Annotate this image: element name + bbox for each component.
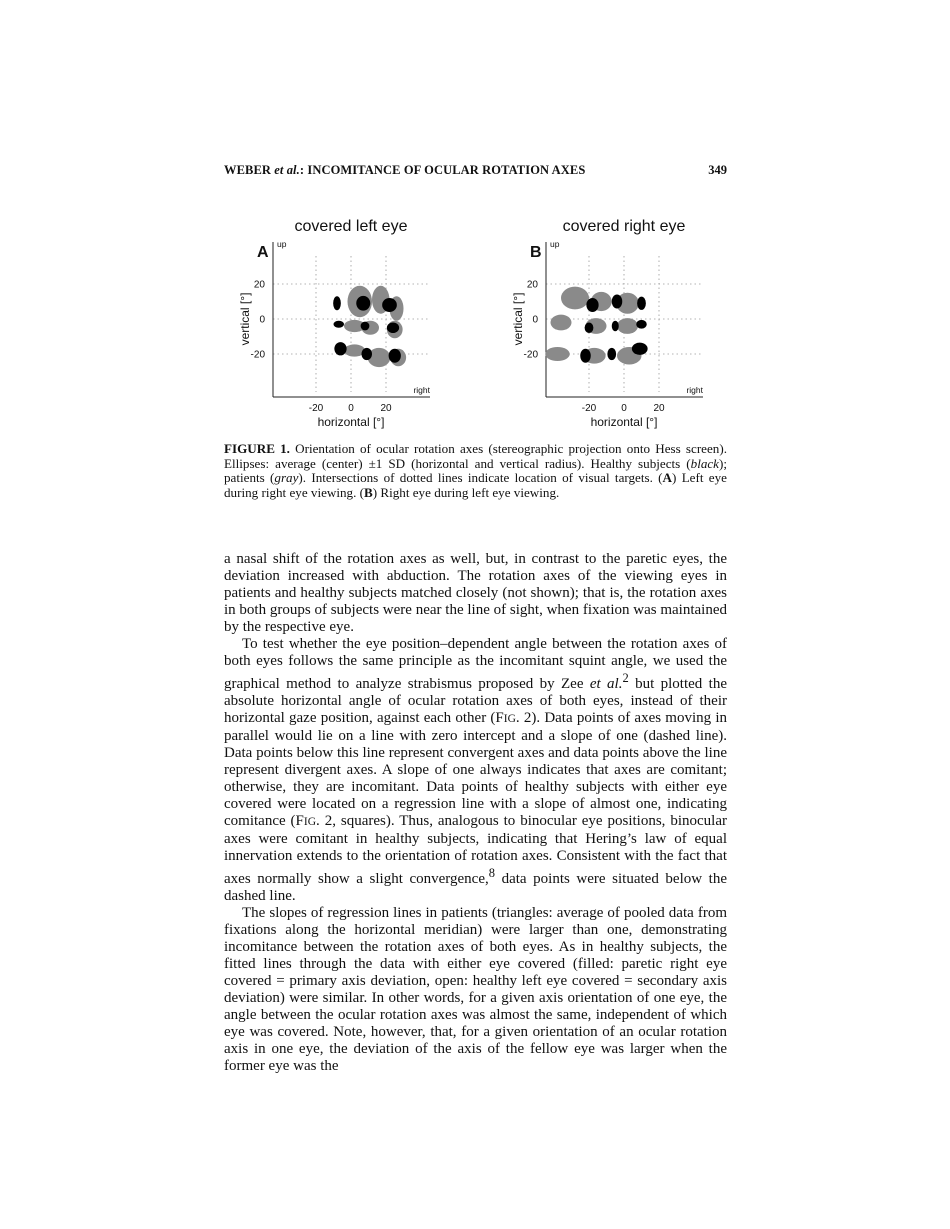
p2-ref-8: 8 [488,866,495,880]
healthy-ellipse [585,323,594,334]
patient-ellipse [561,287,589,310]
healthy-ellipse [612,321,619,332]
caption-black-word: black [690,455,719,471]
x-tick-label: 20 [653,403,665,414]
healthy-ellipse [334,342,346,355]
caption-a-letter: A [662,470,673,486]
caption-b-letter: B [364,484,373,500]
p2-text-b: but plotted the absolute horizontal angle of ocular rotation axes of both eyes, instead of their horizontal gaze position, against each other ( [224,676,727,726]
panel-title: covered left eye [294,218,408,235]
paragraph-1: a nasal shift of the rotation axes as well, but, in contrast to the paretic eyes, the deviation increased with abduction. The rotation axes of the viewing eyes in patients and healthy subjects matched closely (not shown); that is, the rotation axes in both groups of subjects were near the line of sight, when fixation was maintained by the respective eye. [224,551,727,635]
fig-ref-f: F [495,710,504,726]
healthy-ellipse [607,348,616,360]
p2-text-e: data points were situated below the dashed line. [224,871,728,904]
patient-ellipse [617,318,638,334]
p2-text-c: . 2). Data points of axes moving in parallel would lie on a line with zero intercept and a slope of one (dashed line). Data points below this line represent convergent axes and data points above the line represent divergent axes. A slope of one always indicates that axes are comitant; otherwise, they are incomitant. Data points of healthy subjects with either eye covered were located on a regression line with a slope of almost one, indicating comitance ( [224,710,728,829]
y-tick-label: 0 [259,314,265,326]
running-header [224,163,727,181]
caption-text-3: ). Intersections of dotted lines indicate location of visual targets. ( [298,470,663,486]
fig-ref-ig-2: IG [303,816,317,828]
paragraph-2 [224,636,727,905]
healthy-ellipse [632,343,648,355]
up-label: up [277,239,287,249]
healthy-ellipse [333,296,341,310]
healthy-ellipse [361,322,370,331]
panel-title: covered right eye [562,218,686,235]
y-axis-label: vertical [°] [511,292,525,346]
figure-1-svg [224,212,727,432]
body-text [224,551,727,1075]
figure-1 [224,212,727,432]
x-tick-label: 0 [348,403,354,414]
caption-text-5: ) Right eye during left eye viewing. [372,484,560,500]
healthy-ellipse [387,323,399,334]
x-tick-label: -20 [581,403,597,414]
y-tick-label: -20 [523,349,538,361]
caption-text-4: ) Left eye during right eye viewing. ( [224,470,727,500]
x-axis-label: horizontal [°] [317,415,385,429]
header-authors: WEBER [224,163,275,177]
panel-letter: B [530,244,542,261]
healthy-ellipse [636,320,647,329]
caption-text-2: ); patients ( [224,455,727,486]
running-title [224,163,585,178]
healthy-ellipse [389,349,401,363]
panel-letter: A [257,244,269,261]
x-tick-label: -20 [308,403,324,414]
healthy-ellipse [637,297,646,310]
header-etal: et al. [274,163,300,177]
caption-gray-word: gray [274,470,299,486]
healthy-ellipse [580,349,591,363]
x-axis-label: horizontal [°] [590,415,658,429]
right-label: right [686,385,703,395]
y-axis-label: vertical [°] [238,292,252,346]
header-title: : INCOMITANCE OF OCULAR ROTATION AXES [299,163,586,177]
healthy-ellipse [612,295,623,309]
up-label: up [550,239,560,249]
patient-ellipse [545,347,570,361]
paragraph-3: The slopes of regression lines in patients (triangles: average of pooled data from fixations along the horizontal meridian) were larger than one, demonstrating incomitance between the rotation axes of both eyes. As in healthy subjects, the fitted lines through the data with either eye covered (filled: paretic right eye covered = primary axis deviation, open: healthy left eye covered = secondary axis deviation) were similar. In other words, for a given axis orientation of one eye, the angle between the ocular rotation axes was almost the same, independent of which eye was covered. Note, however, that, for a given orientation of an ocular rotation axis in one eye, the deviation of the axis of the fellow eye was larger when the former eye was the [224,905,727,1074]
p2-ref-2: 2 [622,671,629,685]
y-tick-label: 20 [526,279,538,291]
right-label: right [413,385,430,395]
healthy-ellipse [382,298,397,312]
patient-ellipse [551,315,572,331]
panel-b [511,218,704,429]
p2-etal: et al. [589,676,623,692]
fig-ref-ig: IG [503,713,516,725]
y-tick-label: 0 [532,314,538,326]
page-number: 349 [708,163,727,177]
caption-text-1: Orientation of ocular rotation axes (stereographic projection onto Hess screen). Ellipses: average (center) ±1 SD (horizontal and vertical radius). Healthy subjects ( [224,441,727,471]
panel-a [238,218,431,429]
figure-caption [224,442,727,500]
caption-label: FIGURE 1. [224,441,290,456]
y-tick-label: -20 [250,349,265,361]
y-tick-label: 20 [253,279,265,291]
healthy-ellipse [356,296,370,311]
healthy-ellipse [586,298,598,312]
p2-text-a: To test whether the eye position–dependent angle between the rotation axes of both eyes follows the same principle as the incomitant squint angle, we used the graphical method to analyze strabismus proposed by Zee [224,636,727,692]
x-tick-label: 0 [621,403,627,414]
p2-text-d: . 2, squares). Thus, analogous to binocular eye positions, binocular axes were comitant in healthy subjects, indicating that Hering’s law of equal innervation extends to the orientation of rotation axes. Consistent with the fact that axes normally show a slight convergence, [224,813,727,887]
healthy-ellipse [334,321,345,328]
x-tick-label: 20 [380,403,392,414]
fig-ref-f-2: F [295,813,304,829]
healthy-ellipse [362,348,373,360]
